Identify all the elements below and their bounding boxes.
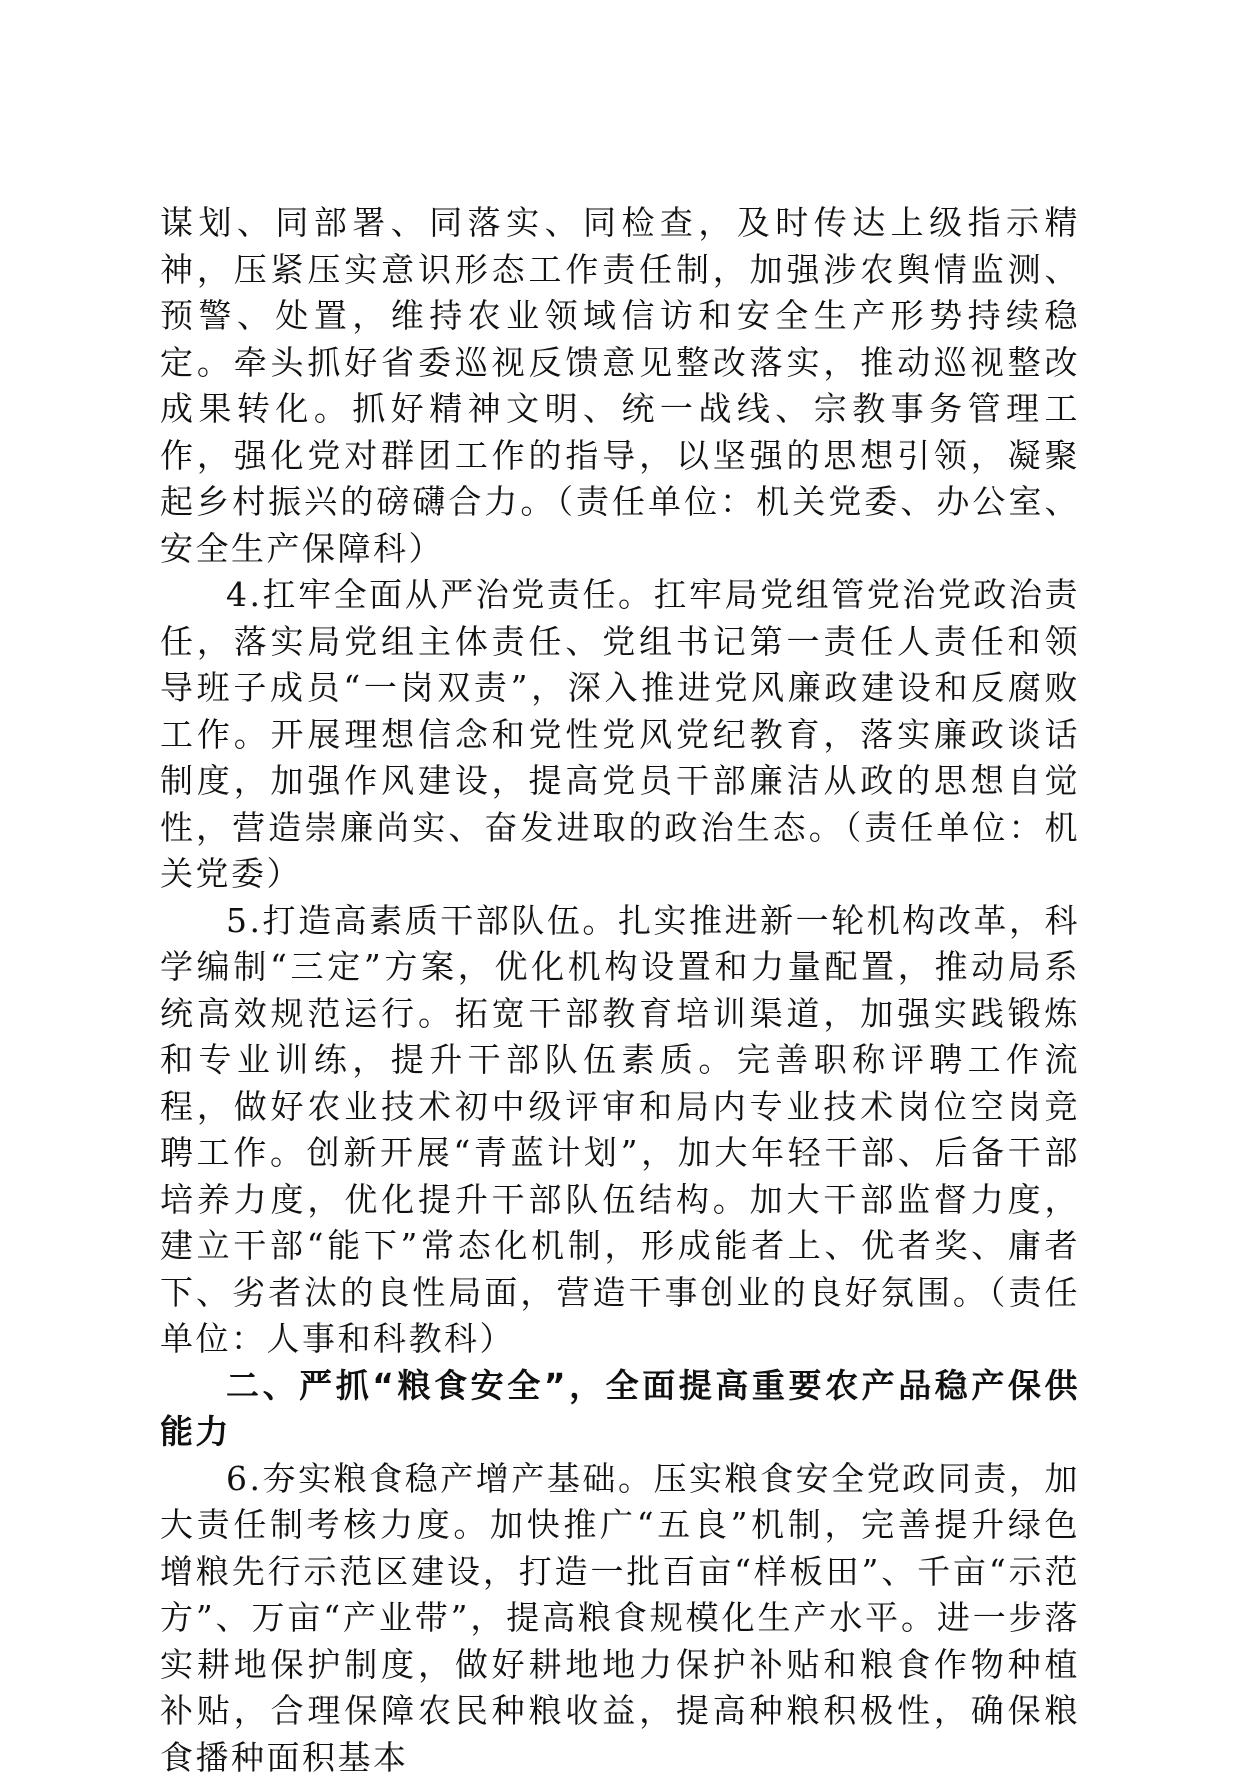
- paragraph-item-6-grain-production: 6.夯实粮食稳产增产基础。压实粮食安全党政同责，加大责任制考核力度。加快推广“五良”机制，完善提升绿色增粮先行示范区建设，打造一批百亩“样板田”、千亩“示范方”、万亩“产业带”，提高粮食规模化生产水平。进一步落实耕地保护制度，做好耕地地力保护补贴和粮食作物种植补贴，合理保障农民种粮收益，提高种粮积极性，确保粮食播种面积基本: [160, 1456, 1080, 1781]
- paragraph-item-5-cadre-team: 5.打造高素质干部队伍。扎实推进新一轮机构改革，科学编制“三定”方案，优化机构设置和力量配置，推动局系统高效规范运行。拓宽干部教育培训渠道，加强实践锻炼和专业训练，提升干部队伍素质。完善职称评聘工作流程，做好农业技术初中级评审和局内专业技术岗位空岗竞聘工作。创新开展“青蓝计划”，加大年轻干部、后备干部培养力度，优化提升干部队伍结构。加大干部监督力度，建立干部“能下”常态化机制，形成能者上、优者奖、庸者下、劣者汰的良性局面，营造干事创业的良好氛围。（责任单位：人事和科教科）: [160, 898, 1080, 1363]
- paragraph-party-building-continuation: 谋划、同部署、同落实、同检查，及时传达上级指示精神，压紧压实意识形态工作责任制，加强涉农舆情监测、预警、处置，维持农业领域信访和安全生产形势持续稳定。牵头抓好省委巡视反馈意见整改落实，推动巡视整改成果转化。抓好精神文明、统一战线、宗教事务管理工作，强化党对群团工作的指导，以坚强的思想引领，凝聚起乡村振兴的磅礴合力。（责任单位：机关党委、办公室、安全生产保障科）: [160, 200, 1080, 572]
- section-heading-grain-security: 二、严抓“粮食安全”，全面提高重要农产品稳产保供能力: [160, 1363, 1080, 1456]
- document-body: [160, 200, 1080, 1781]
- paragraph-item-4-strict-party-governance: 4.扛牢全面从严治党责任。扛牢局党组管党治党政治责任，落实局党组主体责任、党组书记第一责任人责任和领导班子成员“一岗双责”，深入推进党风廉政建设和反腐败工作。开展理想信念和党性党风党纪教育，落实廉政谈话制度，加强作风建设，提高党员干部廉洁从政的思想自觉性，营造崇廉尚实、奋发进取的政治生态。（责任单位：机关党委）: [160, 572, 1080, 898]
